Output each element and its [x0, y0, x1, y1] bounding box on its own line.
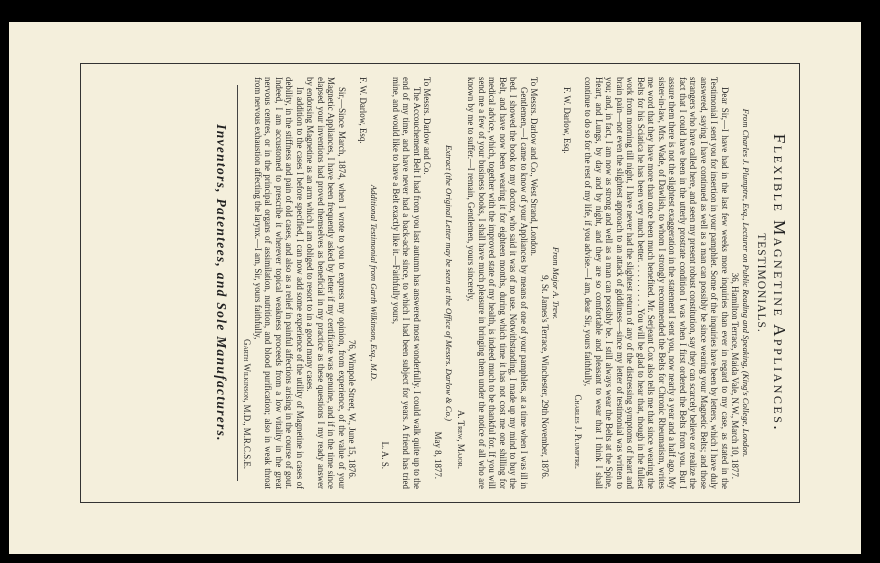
testimonial-1-signature: Charles J. Plumptre.	[572, 394, 583, 469]
testimonial-3-date: May 8, 1877.	[432, 431, 443, 479]
testimonial-4-body-1: Sir,—Since March, 1874, when I wrote to you to express my opinion, from experience, of the value of your Magnetic Appliances, I have been frequently asked by letter if my certificate was genuine, and if in the time since elapsed your inventions had proved themselves as beneficial in my practice as these questions I my ready answer by endorsing Magnetine as an arm which I am obliged to resort to in a good many cases.	[305, 77, 347, 489]
testimonial-3-to: To Messrs. Darlow and Co.	[422, 77, 433, 175]
testimonial-4-address: 76, Wimpole Street, W., June 15, 1876.	[347, 339, 358, 479]
testimonial-1-address: 36, Hamilton Terrace, Maida Vale, N.W., March 10, 1877.	[730, 272, 741, 479]
testimonial-4-from: Additional Testimonial from Garth Wilkinson, Esq., M.D.	[368, 184, 379, 382]
testimonial-3-signature: L. A. S.	[380, 441, 391, 469]
section-title: TESTIMONIALS.	[754, 233, 767, 333]
testimonial-1-from: From Charles J. Plumptre, Esq., Lecturer on Public Reading and Speaking, (King's College, London.	[741, 108, 752, 458]
testimonial-2-body: Gentlemen,—I came to know of your Appliances by means of one of your pamphlets, at a time when I was ill in bed. I showed the book to my doctor, who said it was of no use. Notwithstanding, I made up my mind to buy the Belt, and have now been wearing it for eighteen months, during which time it has not cost me one shilling for medical advice, which, together with the improved state of my health, is indeed much to be thankful for. If you will send me a few of your business books, I shall have much pleasure in bringing them under the notice of all who are known by me to suffer.—I remain, Gentlemen, yours sincerely,	[466, 77, 529, 489]
footer-divider	[237, 85, 238, 481]
testimonial-1-body: Dear Sir,—I have had in the last few weeks more inquiries than ever in regard to my case, as stated in the Testimonial I sent you for insertion in your pamphlet. Some of the inquiries have been by letters, which I have duly answered, saying I have continued as well as a man can possibly be since wearing your Magnetic Belts; and those strangers who have called here, and seen my present robust constitution, say they can scarcely believe or realize the fact that I could have been in the utterly prostrate condition I was when I first ordered the Belts from you. But I assure them there is not the slightest exaggeration in the statement I sent you, now nearly a year and a half ago. My sister-in-law, Mrs. Wade, of Dawlish, to whom I strongly recommended the Belts for Chronic Rheumatism, writes me word that they have more than once been much benefited. Mr. Serjeant Cox also tells me that since wearing the Belts for his Sciatica he has been very much better. . . . . . . . . . You will be glad to hear that, though in the fullest work from morning till night, I have never had the slightest return of any of the distressing symptoms of heart and brain pain—not even the slightest approach to an attack of giddiness—since my letter of testimonial was written to you; and, in fact, I am now as strong and well as a man can possibly be. I still always wear the Belts at the Spine, Heart, and Lungs, by day and by night, and they are so comfortable and pleasant to wear that I think I shall continue to do so for the rest of my life, if you advise.—I am, dear Sir, yours faithfully,	[583, 77, 730, 489]
testimonial-3-extract: Extract (the Original Letter may be seen at the Office of Messrs. Darlow & Co.)	[444, 145, 455, 421]
footer-manufacturers: Inventors, Patentees, and Sole Manufacturers.	[213, 124, 229, 442]
testimonial-2-signature: A. Trew, Major.	[455, 410, 466, 469]
testimonial-4-signature: Garth Wilkinson, M.D., M.R.C.S.E.	[242, 339, 253, 469]
rotated-page-content	[81, 63, 799, 501]
testimonial-3-body: The Accouchement Belt I had from you last autumn has answered most wonderfully. I could walk quite up to the end of my time, and have never had a back-ache since, to which I had been subject for years. A friend has tried mine, and would like to have a Belt exactly like it.—Faithfully yours,	[390, 77, 422, 489]
testimonial-4-body-2: In addition to the cases I before specified, I can now add some experience of the utility of Magnetine in cases of debility, in the stiffness and pain of old cases, and also as a relief in painful affections arising in the course of gout. Indeed, I am accustomed to prescribe it wherever topical weakness proceeds from a low vitality in the great nervous centres, or in the principal organs of assimilation, nutrition, and blood purification; also in weak throat from nervous exhaustion affecting the larynx.—I am, Sir, yours faithfully,	[252, 77, 305, 489]
testimonial-2-address: 9, St. James's Terrace, Winchester, 29th November, 1876.	[539, 275, 550, 479]
testimonial-2-to: To Messrs. Darlow and Co., West Strand, London.	[529, 77, 540, 256]
testimonial-4-addressee: F. W. Darlow, Esq.	[357, 77, 368, 144]
testimonial-1-addressee: F. W. Darlow, Esq.	[562, 87, 573, 154]
banner-title: Flexible Magnetine Appliances.	[770, 133, 789, 433]
testimonial-2-from: From Major A. Trew.	[550, 246, 561, 320]
